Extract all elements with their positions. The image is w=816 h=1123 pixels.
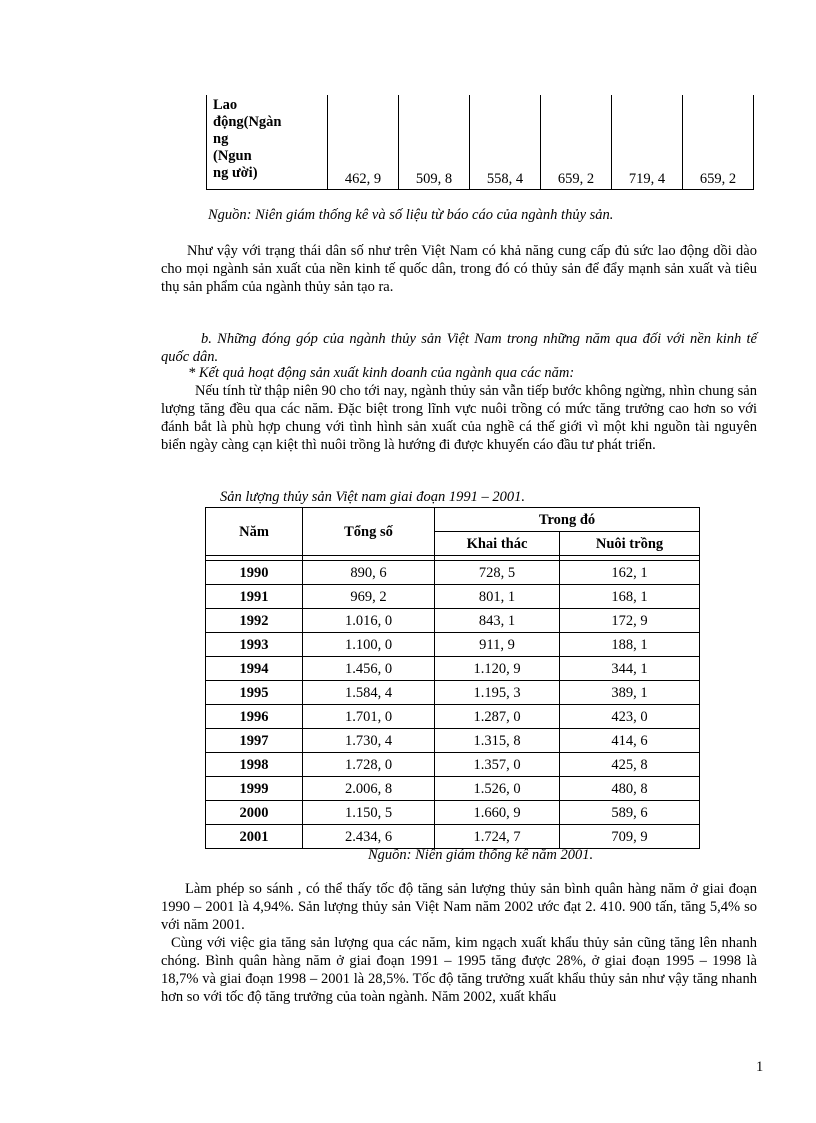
cell-catch: 843, 1 <box>435 609 560 633</box>
cell-total: 1.701, 0 <box>303 705 435 729</box>
production-table <box>205 507 700 849</box>
cell-year: 1999 <box>206 777 303 801</box>
heading-text: b. Những đóng góp của ngành thủy sản Việt Nam trong những năm qua đối với nền kinh tế quốc dân. <box>161 331 757 365</box>
table-row <box>206 777 700 801</box>
heading-b <box>161 330 757 366</box>
label-line: ng ười) <box>213 165 258 181</box>
cell-aqua: 344, 1 <box>560 657 700 681</box>
source-note-1: Nguồn: Niên giám thống kê và số liệu từ báo cáo của ngành thủy sản. <box>208 207 614 223</box>
cell-aqua: 589, 6 <box>560 801 700 825</box>
table-row <box>206 705 700 729</box>
cell-catch: 728, 5 <box>435 561 560 585</box>
label-line: (Ngun <box>213 148 252 164</box>
cell-catch: 1.120, 9 <box>435 657 560 681</box>
header-of-which: Trong đó <box>435 508 700 532</box>
paragraph-labor <box>161 242 757 296</box>
table-row <box>206 561 700 585</box>
cell-aqua: 425, 8 <box>560 753 700 777</box>
cell-year: 1992 <box>206 609 303 633</box>
paragraph-export <box>161 934 757 1006</box>
cell-year: 1993 <box>206 633 303 657</box>
paragraph-comparison <box>161 880 757 934</box>
cell-total: 890, 6 <box>303 561 435 585</box>
cell-total: 1.150, 5 <box>303 801 435 825</box>
header-total: Tổng số <box>303 508 435 556</box>
table-row <box>206 801 700 825</box>
cell-aqua: 188, 1 <box>560 633 700 657</box>
table-row <box>206 825 700 849</box>
cell-year: 1996 <box>206 705 303 729</box>
cell-aqua: 480, 8 <box>560 777 700 801</box>
page-number: 1 <box>756 1059 764 1075</box>
table-row <box>206 681 700 705</box>
label-line: động(Ngàn <box>213 114 282 130</box>
cell-year: 1995 <box>206 681 303 705</box>
cell-aqua: 172, 9 <box>560 609 700 633</box>
label-line: ng <box>213 131 229 147</box>
labor-label <box>207 95 328 190</box>
label-line: Lao <box>213 97 238 113</box>
cell-catch: 1.357, 0 <box>435 753 560 777</box>
cell-aqua: 162, 1 <box>560 561 700 585</box>
labor-value: 719, 4 <box>612 95 683 190</box>
table-row <box>206 585 700 609</box>
cell-year: 1997 <box>206 729 303 753</box>
cell-aqua: 709, 9 <box>560 825 700 849</box>
cell-aqua: 389, 1 <box>560 681 700 705</box>
labor-value: 558, 4 <box>470 95 541 190</box>
cell-aqua: 414, 6 <box>560 729 700 753</box>
paragraph-production <box>161 382 757 454</box>
cell-total: 1.456, 0 <box>303 657 435 681</box>
cell-total: 2.434, 6 <box>303 825 435 849</box>
cell-total: 1.730, 4 <box>303 729 435 753</box>
table-row <box>206 753 700 777</box>
cell-catch: 1.660, 9 <box>435 801 560 825</box>
table-row <box>206 633 700 657</box>
cell-year: 1991 <box>206 585 303 609</box>
paragraph-text: Làm phép so sánh , có thể thấy tốc độ tăng sản lượng thủy sản bình quân hàng năm ở giai đoạn 1990 – 2001 là 4,94%. Sản lượng thủy sản Việt Nam năm 2002 ước đạt 2. 410. 900 tấn, tăng 5,4% so với năm 2001. <box>161 881 757 933</box>
cell-total: 969, 2 <box>303 585 435 609</box>
source-note-2: Nguồn: Niên giám thống kê năm 2001. <box>368 847 594 863</box>
labor-value: 462, 9 <box>328 95 399 190</box>
cell-total: 1.728, 0 <box>303 753 435 777</box>
header-aqua: Nuôi trồng <box>560 532 700 556</box>
cell-catch: 1.195, 3 <box>435 681 560 705</box>
cell-total: 1.584, 4 <box>303 681 435 705</box>
labor-value: 659, 2 <box>683 95 754 190</box>
paragraph-text: Cùng với việc gia tăng sản lượng qua các năm, kim ngạch xuất khẩu thủy sản cũng tăng lên nhanh chóng. Bình quân hàng năm ở giai đoạn 1991 – 1995 tăng được 28%, ở giai đoạn 1995 – 1998 là 18,7% và giai đoạn 1998 – 2001 là 28,5%. Tốc độ tăng trưởng xuất khẩu thủy sản như vậy tăng nhanh hơn so với tốc độ tăng trưởng của toàn ngành. Năm 2002, xuất khẩu <box>161 935 757 1005</box>
table-row <box>206 609 700 633</box>
cell-year: 2000 <box>206 801 303 825</box>
cell-catch: 1.315, 8 <box>435 729 560 753</box>
paragraph-text: Nếu tính từ thập niên 90 cho tới nay, ngành thủy sản vẫn tiếp bước không ngừng, nhìn chung sản lượng tăng đều qua các năm. Đặc biệt trong lĩnh vực nuôi trồng có mức tăng trưởng cao hơn so với đánh bắt là phù hợp chung với tình hình sản xuất của nghề cá thế giới vì một khi nguồn tài nguyên biển ngày càng cạn kiệt thì nuôi trồng là hướng đi được khuyến cáo đầu tư phát triển. <box>161 383 757 453</box>
cell-catch: 1.526, 0 <box>435 777 560 801</box>
cell-catch: 1.724, 7 <box>435 825 560 849</box>
table-title: Sản lượng thủy sản Việt nam giai đoạn 1991 – 2001. <box>220 489 525 505</box>
cell-year: 1990 <box>206 561 303 585</box>
cell-catch: 911, 9 <box>435 633 560 657</box>
cell-year: 2001 <box>206 825 303 849</box>
table-row <box>206 729 700 753</box>
labor-value: 659, 2 <box>541 95 612 190</box>
table-row <box>206 657 700 681</box>
labor-table <box>206 95 754 190</box>
cell-catch: 1.287, 0 <box>435 705 560 729</box>
cell-year: 1994 <box>206 657 303 681</box>
subheading-results: * Kết quả hoạt động sản xuất kinh doanh của ngành qua các năm: <box>188 365 575 381</box>
cell-catch: 801, 1 <box>435 585 560 609</box>
cell-aqua: 423, 0 <box>560 705 700 729</box>
paragraph-text: Như vậy với trạng thái dân số như trên Việt Nam có khả năng cung cấp đủ sức lao động dồi dào cho mọi ngành sản xuất của nền kinh tế quốc dân, trong đó có thủy sản để đẩy mạnh sản xuất và tiêu thụ sản phẩm của ngành thủy sản tạo ra. <box>161 243 757 295</box>
cell-aqua: 168, 1 <box>560 585 700 609</box>
cell-total: 2.006, 8 <box>303 777 435 801</box>
cell-total: 1.100, 0 <box>303 633 435 657</box>
header-catch: Khai thác <box>435 532 560 556</box>
cell-total: 1.016, 0 <box>303 609 435 633</box>
header-year: Năm <box>206 508 303 556</box>
labor-value: 509, 8 <box>399 95 470 190</box>
cell-year: 1998 <box>206 753 303 777</box>
